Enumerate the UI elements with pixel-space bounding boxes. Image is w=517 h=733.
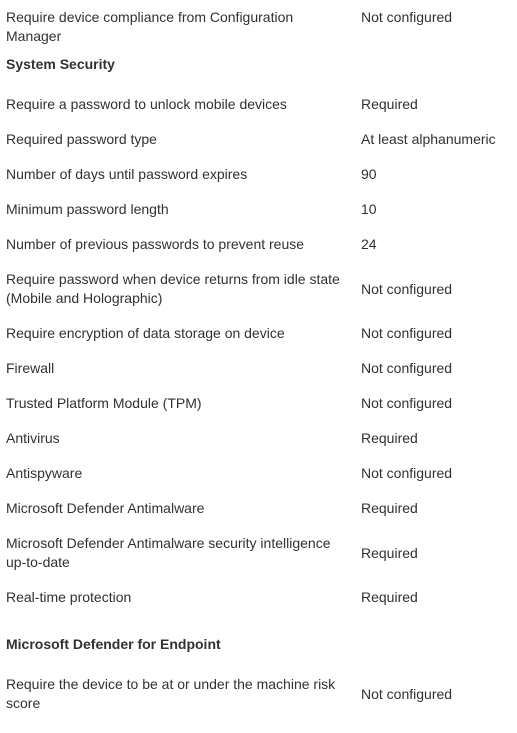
- setting-value-defender-antimalware: Required: [361, 500, 418, 516]
- setting-label-antispyware: Antispyware: [6, 465, 83, 481]
- setting-value-machine-risk-score: Not configured: [361, 686, 453, 702]
- setting-value-config-manager-compliance: Not configured: [361, 9, 453, 25]
- setting-label-defender-antimalware: Microsoft Defender Antimalware: [6, 500, 205, 516]
- setting-label-password-idle: Require password when device returns from idle state (Mobile and Holographic): [6, 271, 340, 306]
- setting-value-password-reuse: 24: [361, 236, 377, 252]
- setting-label-encryption: Require encryption of data storage on device: [6, 325, 285, 341]
- setting-label-machine-risk-score: Require the device to be at or under the machine risk score: [6, 676, 336, 711]
- setting-value-encryption: Not configured: [361, 325, 453, 341]
- setting-label-antivirus: Antivirus: [6, 430, 60, 446]
- setting-value-password-unlock: Required: [361, 96, 418, 112]
- setting-value-security-intelligence: Required: [361, 545, 418, 561]
- setting-value-password-type: At least alphanumeric: [361, 131, 496, 147]
- setting-value-antispyware: Not configured: [361, 465, 453, 481]
- setting-label-firewall: Firewall: [6, 360, 55, 376]
- setting-label-password-reuse: Number of previous passwords to prevent reuse: [6, 236, 305, 252]
- setting-value-realtime-protection: Required: [361, 589, 418, 605]
- section-title-defender-endpoint: Microsoft Defender for Endpoint: [6, 636, 221, 652]
- setting-value-firewall: Not configured: [361, 360, 453, 376]
- setting-value-tpm: Not configured: [361, 395, 453, 411]
- setting-label-security-intelligence: Microsoft Defender Antimalware security intelligence up-to-date: [6, 535, 331, 570]
- setting-label-tpm: Trusted Platform Module (TPM): [6, 395, 202, 411]
- section-title-system-security: System Security: [6, 56, 115, 72]
- setting-value-antivirus: Required: [361, 430, 418, 446]
- setting-value-password-expires: 90: [361, 166, 377, 182]
- setting-label-config-manager-compliance: Require device compliance from Configuration Manager: [6, 9, 294, 44]
- setting-label-password-expires: Number of days until password expires: [6, 166, 248, 182]
- setting-label-password-type: Required password type: [6, 131, 157, 147]
- setting-label-password-unlock: Require a password to unlock mobile devices: [6, 96, 287, 112]
- setting-label-min-password-length: Minimum password length: [6, 201, 169, 217]
- setting-value-min-password-length: 10: [361, 201, 377, 217]
- setting-label-realtime-protection: Real-time protection: [6, 589, 132, 605]
- setting-value-password-idle: Not configured: [361, 281, 453, 297]
